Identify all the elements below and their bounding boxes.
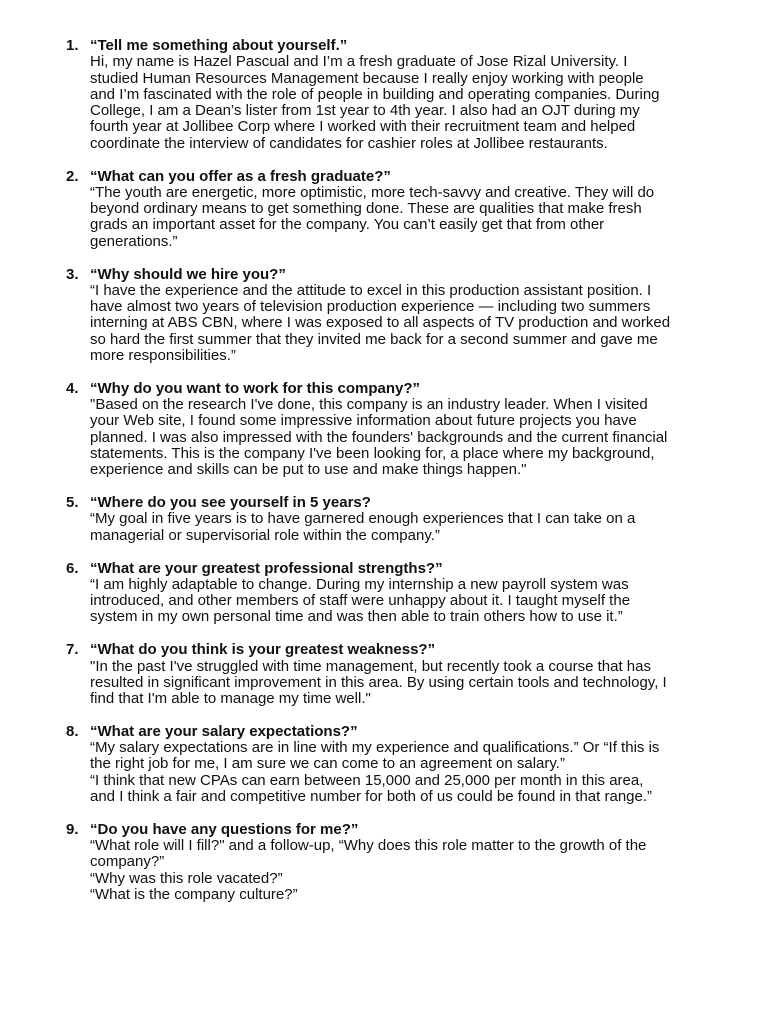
question-heading: “Tell me something about yourself.”: [90, 37, 348, 54]
answer-line: experience and skills can be put to use and make things happen.": [90, 461, 527, 479]
answer-line: managerial or supervisorial role within the company.”: [90, 526, 440, 544]
answer-line: "In the past I've struggled with time management, but recently took a course that has: [90, 657, 651, 675]
answer-line: grads an important asset for the company. You can’t easily get that from other: [90, 216, 605, 234]
answer-line: your Web site, I found some impressive information about future projects you have: [90, 412, 637, 430]
item-number: 8.: [66, 722, 79, 740]
item-number: 6.: [66, 559, 79, 577]
question-heading: “What are your greatest professional strengths?”: [90, 559, 443, 577]
answer-line: "Based on the research I've done, this company is an industry leader. When I visited: [90, 396, 648, 414]
item-number: 7.: [66, 641, 79, 659]
answer-line: “My salary expectations are in line with my experience and qualifications.” Or “If this is: [90, 739, 660, 757]
question-heading: “Why do you want to work for this company?”: [90, 379, 421, 397]
item-number: 3.: [66, 265, 79, 283]
answer-line: “What role will I fill?" and a follow-up, “Why does this role matter to the growth of the: [90, 837, 647, 855]
qa-item-2: [66, 169, 728, 250]
answer-line: more responsibilities.”: [90, 347, 236, 365]
qa-item-3: [66, 267, 728, 365]
answer-line: company?”: [90, 853, 165, 871]
answer-line: Hi, my name is Hazel Pascual and I’m a fresh graduate of Jose Rizal University. I: [90, 53, 628, 71]
answer-line: “My goal in five years is to have garnered enough experiences that I can take on a: [90, 510, 636, 528]
qa-item-7: [66, 642, 728, 707]
answer-line: “I have the experience and the attitude to excel in this production assistant position. I: [90, 281, 652, 299]
item-number: 4.: [66, 379, 79, 397]
answer-line: interning at ABS CBN, where I was exposed to all aspects of TV production and worked: [90, 314, 671, 332]
answer-line: coordinate the interview of candidates for cashier roles at Jollibee restaurants.: [90, 134, 608, 152]
answer-line: “I am highly adaptable to change. During my internship a new payroll system was: [90, 575, 629, 593]
question-heading: “Why should we hire you?”: [90, 265, 286, 283]
interview-qa-list: [66, 38, 728, 920]
answer-line: fourth year at Jollibee Corp where I worked with their recruitment team and helped: [90, 118, 636, 136]
answer-line: introduced, and other members of staff were unhappy about it. I taught myself the: [90, 592, 631, 610]
answer-line: beyond ordinary means to get something done. These are qualities that make fresh: [90, 200, 642, 218]
question-heading: “Do you have any questions for me?”: [90, 820, 359, 838]
qa-item-4: [66, 381, 728, 479]
qa-item-1: [66, 38, 728, 152]
qa-item-6: [66, 561, 728, 626]
answer-line: “Why was this role vacated?”: [90, 869, 283, 887]
answer-line: studied Human Resources Management because I really enjoy working with people: [90, 69, 644, 87]
answer-line: “The youth are energetic, more optimistic, more tech-savvy and creative. They will do: [90, 183, 655, 201]
qa-item-9: [66, 822, 728, 903]
question-heading: “Where do you see yourself in 5 years?: [90, 494, 371, 512]
answer-line: system in my own personal time and was then able to train others how to use it.”: [90, 608, 623, 626]
question-heading: “What do you think is your greatest weakness?”: [90, 641, 436, 659]
answer-line: find that I'm able to manage my time well.": [90, 690, 371, 708]
qa-item-8: [66, 724, 728, 805]
answer-line: so hard the first summer that they invited me back for a second summer and gave me: [90, 330, 658, 348]
answer-line: College, I am a Dean’s lister from 1st year to 4th year. I also had an OJT during my: [90, 102, 640, 120]
answer-line: statements. This is the company I've been looking for, a place where my background,: [90, 445, 655, 463]
question-heading: “What are your salary expectations?”: [90, 722, 358, 740]
item-number: 2.: [66, 167, 79, 185]
item-number: 9.: [66, 820, 79, 838]
answer-line: planned. I was also impressed with the founders' backgrounds and the current financial: [90, 428, 668, 446]
qa-item-5: [66, 495, 728, 544]
item-number: 1.: [66, 37, 79, 54]
answer-line: resulted in significant improvement in this area. By using certain tools and technology, I: [90, 673, 667, 691]
answer-line: have almost two years of television production experience — including two summers: [90, 298, 651, 316]
question-heading: “What can you offer as a fresh graduate?”: [90, 167, 391, 185]
answer-line: and I think a fair and competitive number for both of us could be found in that range.”: [90, 788, 653, 806]
item-number: 5.: [66, 494, 79, 512]
answer-line: the right job for me, I am sure we can come to an agreement on salary.”: [90, 755, 565, 773]
answer-line: and I’m fascinated with the role of people in building and operating companies. During: [90, 85, 660, 103]
answer-line: “I think that new CPAs can earn between 15,000 and 25,000 per month in this area,: [90, 771, 644, 789]
answer-line: “What is the company culture?”: [90, 886, 298, 904]
answer-line: generations.”: [90, 232, 178, 250]
